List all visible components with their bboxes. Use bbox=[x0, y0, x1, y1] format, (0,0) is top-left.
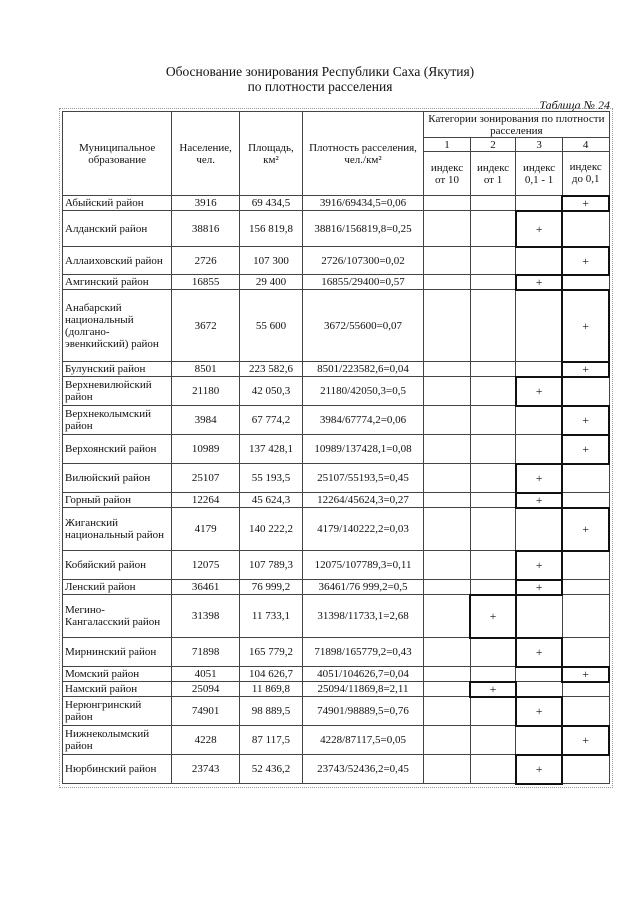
population-cell: 4051 bbox=[172, 667, 240, 682]
category-3-cell bbox=[516, 667, 563, 682]
density-cell: 21180/42050,3=0,5 bbox=[302, 377, 423, 406]
category-4-cell bbox=[562, 638, 609, 667]
category-1-cell bbox=[424, 247, 471, 275]
population-cell: 23743 bbox=[172, 755, 240, 784]
category-2-cell bbox=[470, 377, 516, 406]
area-cell: 55 193,5 bbox=[240, 464, 303, 493]
category-2-cell: + bbox=[470, 682, 516, 697]
category-3-cell: + bbox=[516, 464, 563, 493]
category-3-cell bbox=[516, 726, 563, 755]
district-name-cell: Абыйский район bbox=[63, 196, 172, 211]
category-2-cell: + bbox=[470, 595, 516, 638]
category-4-cell: + bbox=[562, 726, 609, 755]
table-number: Таблица № 24 bbox=[539, 98, 610, 112]
category-1-cell bbox=[424, 595, 471, 638]
density-cell: 8501/223582,6=0,04 bbox=[302, 362, 423, 377]
table-row bbox=[63, 508, 610, 551]
area-cell: 45 624,3 bbox=[240, 493, 303, 508]
category-3-cell bbox=[516, 196, 563, 211]
area-cell: 107 789,3 bbox=[240, 551, 303, 580]
category-2-cell bbox=[470, 551, 516, 580]
category-4-cell bbox=[562, 755, 609, 784]
district-name-cell: Жиганский национальный район bbox=[63, 508, 172, 551]
category-1-cell bbox=[424, 493, 471, 508]
district-name-cell: Анабарский национальный (долгано-эвенкийский) район bbox=[63, 290, 172, 362]
population-cell: 74901 bbox=[172, 697, 240, 726]
population-cell: 25094 bbox=[172, 682, 240, 697]
district-name-cell: Амгинский район bbox=[63, 275, 172, 290]
category-1-cell bbox=[424, 508, 471, 551]
area-cell: 67 774,2 bbox=[240, 406, 303, 435]
category-2-cell bbox=[470, 508, 516, 551]
table-row bbox=[63, 697, 610, 726]
density-cell: 3672/55600=0,07 bbox=[302, 290, 423, 362]
table-row bbox=[63, 362, 610, 377]
area-cell: 11 869,8 bbox=[240, 682, 303, 697]
density-cell: 4228/87117,5=0,05 bbox=[302, 726, 423, 755]
category-4-cell: + bbox=[562, 667, 609, 682]
area-cell: 104 626,7 bbox=[240, 667, 303, 682]
category-4-cell: + bbox=[562, 435, 609, 464]
district-name-cell: Верхоянский район bbox=[63, 435, 172, 464]
density-cell: 12075/107789,3=0,11 bbox=[302, 551, 423, 580]
header-index-3: индекс 0,1 - 1 bbox=[516, 152, 563, 196]
header-index-1: индекс от 10 bbox=[424, 152, 471, 196]
area-cell: 223 582,6 bbox=[240, 362, 303, 377]
population-cell: 38816 bbox=[172, 211, 240, 247]
header-cat-3: 3 bbox=[516, 138, 563, 152]
district-name-cell: Нерюнгринский район bbox=[63, 697, 172, 726]
table-row bbox=[63, 377, 610, 406]
density-cell: 10989/137428,1=0,08 bbox=[302, 435, 423, 464]
category-4-cell bbox=[562, 580, 609, 595]
table-body bbox=[63, 196, 610, 784]
category-4-cell bbox=[562, 682, 609, 697]
category-4-cell bbox=[562, 464, 609, 493]
density-cell: 16855/29400=0,57 bbox=[302, 275, 423, 290]
category-3-cell bbox=[516, 362, 563, 377]
density-cell: 36461/76 999,2=0,5 bbox=[302, 580, 423, 595]
area-cell: 87 117,5 bbox=[240, 726, 303, 755]
category-3-cell bbox=[516, 290, 563, 362]
population-cell: 36461 bbox=[172, 580, 240, 595]
area-cell: 137 428,1 bbox=[240, 435, 303, 464]
category-3-cell: + bbox=[516, 638, 563, 667]
zoning-table bbox=[62, 111, 610, 785]
category-4-cell bbox=[562, 595, 609, 638]
category-3-cell: + bbox=[516, 377, 563, 406]
table-row bbox=[63, 726, 610, 755]
population-cell: 10989 bbox=[172, 435, 240, 464]
category-1-cell bbox=[424, 667, 471, 682]
area-cell: 42 050,3 bbox=[240, 377, 303, 406]
district-name-cell: Алданский район bbox=[63, 211, 172, 247]
category-3-cell: + bbox=[516, 493, 563, 508]
category-1-cell bbox=[424, 435, 471, 464]
category-1-cell bbox=[424, 697, 471, 726]
density-cell: 31398/11733,1=2,68 bbox=[302, 595, 423, 638]
density-cell: 23743/52436,2=0,45 bbox=[302, 755, 423, 784]
table-row bbox=[63, 275, 610, 290]
district-name-cell: Момский район bbox=[63, 667, 172, 682]
category-4-cell bbox=[562, 551, 609, 580]
category-1-cell bbox=[424, 211, 471, 247]
category-4-cell bbox=[562, 697, 609, 726]
header-cat-1: 1 bbox=[424, 138, 471, 152]
category-4-cell: + bbox=[562, 196, 609, 211]
category-3-cell bbox=[516, 682, 563, 697]
area-cell: 69 434,5 bbox=[240, 196, 303, 211]
category-2-cell bbox=[470, 580, 516, 595]
district-name-cell: Кобяйский район bbox=[63, 551, 172, 580]
density-cell: 3984/67774,2=0,06 bbox=[302, 406, 423, 435]
category-4-cell: + bbox=[562, 290, 609, 362]
category-2-cell bbox=[470, 362, 516, 377]
category-3-cell: + bbox=[516, 275, 563, 290]
category-1-cell bbox=[424, 362, 471, 377]
district-name-cell: Ленский район bbox=[63, 580, 172, 595]
header-categories: Категории зонирования по плотности расселения bbox=[424, 112, 609, 138]
header-cat-4: 4 bbox=[562, 138, 609, 152]
table-row bbox=[63, 464, 610, 493]
category-1-cell bbox=[424, 464, 471, 493]
category-1-cell bbox=[424, 580, 471, 595]
category-2-cell bbox=[470, 406, 516, 435]
table-row bbox=[63, 595, 610, 638]
area-cell: 52 436,2 bbox=[240, 755, 303, 784]
category-2-cell bbox=[470, 247, 516, 275]
table-row bbox=[63, 196, 610, 211]
area-cell: 165 779,2 bbox=[240, 638, 303, 667]
population-cell: 4228 bbox=[172, 726, 240, 755]
population-cell: 2726 bbox=[172, 247, 240, 275]
table-row bbox=[63, 211, 610, 247]
table-row bbox=[63, 638, 610, 667]
category-3-cell: + bbox=[516, 551, 563, 580]
category-4-cell: + bbox=[562, 508, 609, 551]
population-cell: 3916 bbox=[172, 196, 240, 211]
density-cell: 25107/55193,5=0,45 bbox=[302, 464, 423, 493]
population-cell: 16855 bbox=[172, 275, 240, 290]
district-name-cell: Мегино-Кангаласский район bbox=[63, 595, 172, 638]
density-cell: 25094/11869,8=2,11 bbox=[302, 682, 423, 697]
density-cell: 38816/156819,8=0,25 bbox=[302, 211, 423, 247]
category-3-cell bbox=[516, 508, 563, 551]
category-2-cell bbox=[470, 493, 516, 508]
category-4-cell bbox=[562, 493, 609, 508]
population-cell: 12075 bbox=[172, 551, 240, 580]
header-density: Плотность расселения, чел./км² bbox=[302, 112, 423, 196]
category-3-cell: + bbox=[516, 211, 563, 247]
header-population: Население, чел. bbox=[172, 112, 240, 196]
district-name-cell: Горный район bbox=[63, 493, 172, 508]
district-name-cell: Нижнеколымский район bbox=[63, 726, 172, 755]
table-row bbox=[63, 406, 610, 435]
area-cell: 98 889,5 bbox=[240, 697, 303, 726]
category-4-cell bbox=[562, 211, 609, 247]
table-row bbox=[63, 290, 610, 362]
category-1-cell bbox=[424, 755, 471, 784]
category-3-cell bbox=[516, 247, 563, 275]
table-row bbox=[63, 551, 610, 580]
population-cell: 21180 bbox=[172, 377, 240, 406]
district-name-cell: Верхневилюйский район bbox=[63, 377, 172, 406]
area-cell: 107 300 bbox=[240, 247, 303, 275]
population-cell: 3672 bbox=[172, 290, 240, 362]
table-row bbox=[63, 247, 610, 275]
table-row bbox=[63, 682, 610, 697]
area-cell: 140 222,2 bbox=[240, 508, 303, 551]
density-cell: 12264/45624,3=0,27 bbox=[302, 493, 423, 508]
district-name-cell: Нюрбинский район bbox=[63, 755, 172, 784]
area-cell: 11 733,1 bbox=[240, 595, 303, 638]
category-3-cell: + bbox=[516, 755, 563, 784]
district-name-cell: Булунский район bbox=[63, 362, 172, 377]
district-name-cell: Верхнеколымский район bbox=[63, 406, 172, 435]
category-4-cell: + bbox=[562, 362, 609, 377]
category-2-cell bbox=[470, 435, 516, 464]
category-2-cell bbox=[470, 464, 516, 493]
category-2-cell bbox=[470, 667, 516, 682]
header-cat-2: 2 bbox=[470, 138, 516, 152]
category-2-cell bbox=[470, 697, 516, 726]
area-cell: 156 819,8 bbox=[240, 211, 303, 247]
category-4-cell: + bbox=[562, 406, 609, 435]
area-cell: 55 600 bbox=[240, 290, 303, 362]
table-row bbox=[63, 755, 610, 784]
header-index-4: индекс до 0,1 bbox=[562, 152, 609, 196]
district-name-cell: Аллаиховский район bbox=[63, 247, 172, 275]
category-2-cell bbox=[470, 275, 516, 290]
density-cell: 2726/107300=0,02 bbox=[302, 247, 423, 275]
table-row bbox=[63, 435, 610, 464]
population-cell: 31398 bbox=[172, 595, 240, 638]
title-line-2: по плотности расселения bbox=[247, 79, 393, 94]
density-cell: 71898/165779,2=0,43 bbox=[302, 638, 423, 667]
category-4-cell bbox=[562, 275, 609, 290]
population-cell: 3984 bbox=[172, 406, 240, 435]
page-title bbox=[0, 64, 640, 94]
table-row bbox=[63, 667, 610, 682]
population-cell: 4179 bbox=[172, 508, 240, 551]
category-1-cell bbox=[424, 196, 471, 211]
category-3-cell: + bbox=[516, 697, 563, 726]
population-cell: 12264 bbox=[172, 493, 240, 508]
category-3-cell bbox=[516, 595, 563, 638]
area-cell: 76 999,2 bbox=[240, 580, 303, 595]
header-index-2: индекс от 1 bbox=[470, 152, 516, 196]
population-cell: 25107 bbox=[172, 464, 240, 493]
category-3-cell bbox=[516, 435, 563, 464]
category-2-cell bbox=[470, 726, 516, 755]
category-1-cell bbox=[424, 406, 471, 435]
category-4-cell bbox=[562, 377, 609, 406]
district-name-cell: Намский район bbox=[63, 682, 172, 697]
district-name-cell: Вилюйский район bbox=[63, 464, 172, 493]
table-row bbox=[63, 493, 610, 508]
population-cell: 71898 bbox=[172, 638, 240, 667]
density-cell: 4051/104626,7=0,04 bbox=[302, 667, 423, 682]
category-1-cell bbox=[424, 275, 471, 290]
area-cell: 29 400 bbox=[240, 275, 303, 290]
category-2-cell bbox=[470, 638, 516, 667]
density-cell: 4179/140222,2=0,03 bbox=[302, 508, 423, 551]
category-2-cell bbox=[470, 755, 516, 784]
header-area: Площадь, км² bbox=[240, 112, 303, 196]
category-2-cell bbox=[470, 290, 516, 362]
category-1-cell bbox=[424, 638, 471, 667]
header-mo: Муниципальное образование bbox=[63, 112, 172, 196]
category-1-cell bbox=[424, 726, 471, 755]
population-cell: 8501 bbox=[172, 362, 240, 377]
category-2-cell bbox=[470, 196, 516, 211]
density-cell: 74901/98889,5=0,76 bbox=[302, 697, 423, 726]
category-2-cell bbox=[470, 211, 516, 247]
table-row bbox=[63, 580, 610, 595]
category-1-cell bbox=[424, 377, 471, 406]
category-1-cell bbox=[424, 290, 471, 362]
district-name-cell: Мирнинский район bbox=[63, 638, 172, 667]
density-cell: 3916/69434,5=0,06 bbox=[302, 196, 423, 211]
category-1-cell bbox=[424, 551, 471, 580]
category-4-cell: + bbox=[562, 247, 609, 275]
category-3-cell bbox=[516, 406, 563, 435]
title-line-1: Обоснование зонирования Республики Саха (Якутия) bbox=[165, 64, 475, 79]
category-3-cell: + bbox=[516, 580, 563, 595]
category-1-cell bbox=[424, 682, 471, 697]
